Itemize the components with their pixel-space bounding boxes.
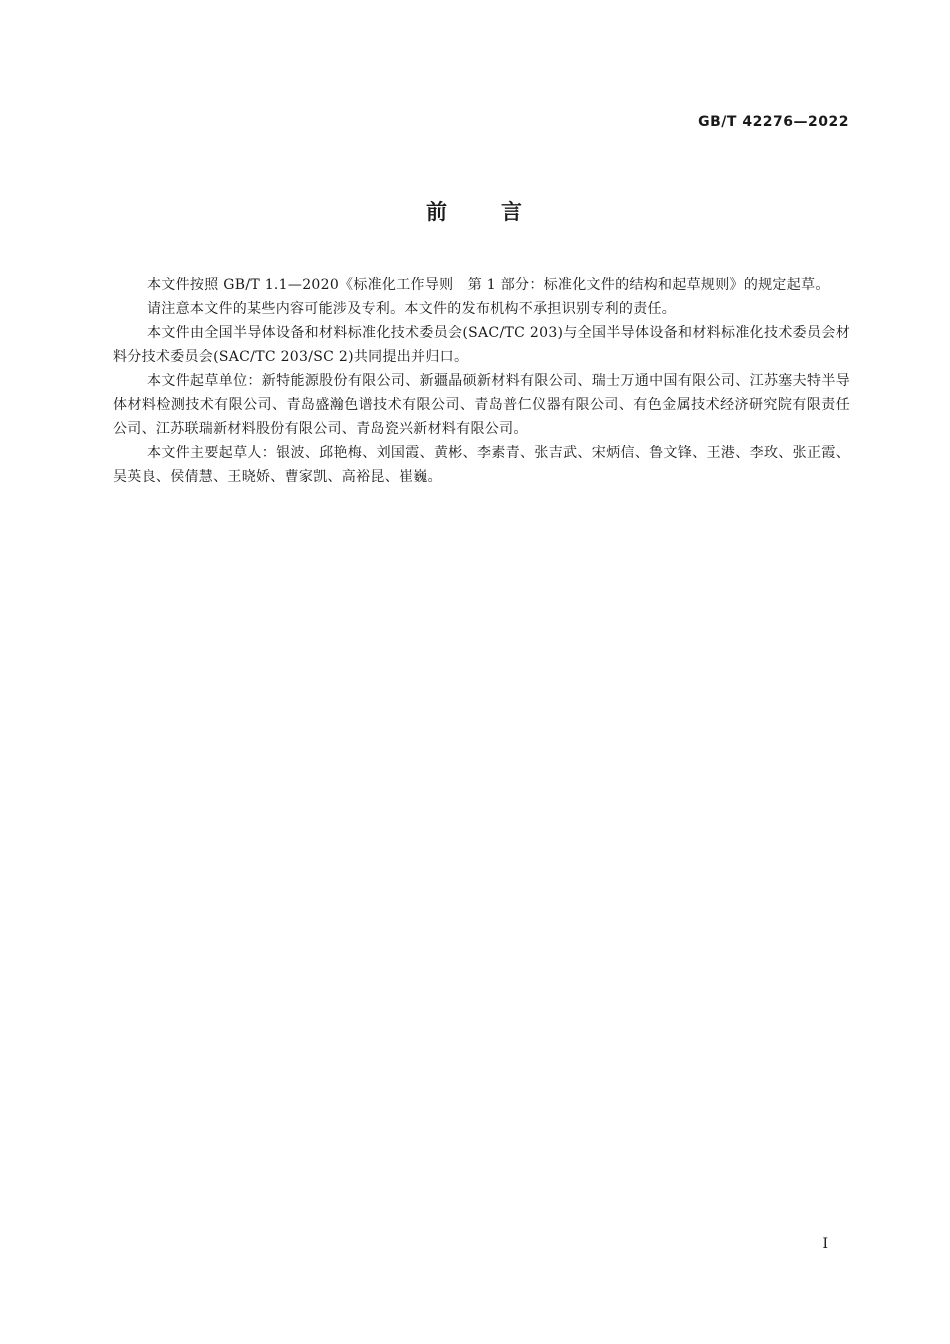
page-title bbox=[0, 196, 950, 226]
page-title-char-1: 前 bbox=[426, 200, 449, 224]
page-number: I bbox=[822, 1236, 828, 1252]
standard-code: GB/T 42276—2022 bbox=[698, 114, 849, 130]
paragraph-drafting-units: 本文件起草单位：新特能源股份有限公司、新疆晶硕新材料有限公司、瑞士万通中国有限公司、江苏塞夫特半导体材料检测技术有限公司、青岛盛瀚色谱技术有限公司、青岛普仁仪器有限公司、有色金属技术经济研究院有限责任公司、江苏联瑞新材料股份有限公司、青岛瓷兴新材料有限公司。 bbox=[113, 373, 850, 437]
paragraph-drafting-rules: 本文件按照 GB/T 1.1—2020《标准化工作导则 第 1 部分：标准化文件的结构和起草规则》的规定起草。 bbox=[147, 277, 830, 293]
paragraph-patent-notice: 请注意本文件的某些内容可能涉及专利。本文件的发布机构不承担识别专利的责任。 bbox=[147, 301, 677, 317]
paragraph-drafters: 本文件主要起草人：银波、邱艳梅、刘国霞、黄彬、李素青、张吉武、宋炳信、鲁文锋、王港、李玫、张正霞、吴英良、侯倩慧、王晓娇、曹家凯、高裕昆、崔巍。 bbox=[113, 445, 850, 485]
foreword-body bbox=[113, 273, 850, 489]
page-title-char-2: 言 bbox=[501, 200, 524, 224]
paragraph-proposer: 本文件由全国半导体设备和材料标准化技术委员会(SAC/TC 203)与全国半导体设备和材料标准化技术委员会材料分技术委员会(SAC/TC 203/SC 2)共同提出并归口。 bbox=[113, 325, 850, 365]
